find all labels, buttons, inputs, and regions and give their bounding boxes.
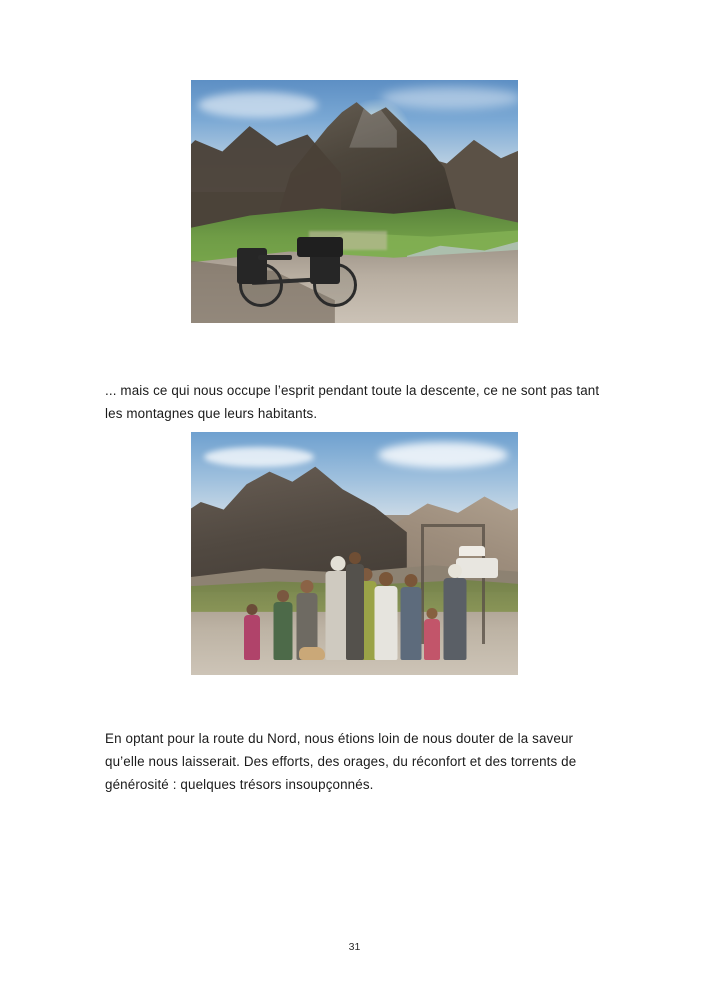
person-body <box>375 586 398 660</box>
person-body <box>346 564 364 660</box>
person-head <box>300 580 313 593</box>
person-head <box>247 604 258 615</box>
bicycle-rear-bag <box>297 237 343 257</box>
body-paragraph-1: ... mais ce qui nous occupe l’esprit pendant toute la descente, ce ne sont pas tant les montagnes que leurs habitants. <box>105 383 600 422</box>
figure-village-children-group <box>191 432 518 675</box>
person-body <box>424 619 440 660</box>
figure-mountain-road-bicycle <box>191 80 518 323</box>
person-head <box>277 590 289 602</box>
cloud-shape <box>198 92 318 118</box>
person-body <box>401 587 422 660</box>
person-head <box>379 572 393 586</box>
bicycle-pannier <box>237 248 267 284</box>
person-head <box>426 608 437 619</box>
person-figure <box>443 564 467 660</box>
person-head <box>448 564 462 578</box>
person-figure <box>423 608 440 660</box>
touring-bicycle <box>237 216 368 308</box>
cloud-shape <box>204 447 314 467</box>
person-figure <box>273 590 293 660</box>
person-figure <box>345 552 365 660</box>
person-head <box>405 574 418 587</box>
person-figure <box>374 572 398 660</box>
person-body <box>443 578 466 660</box>
bicycle-handlebar <box>258 255 292 260</box>
person-head <box>349 552 361 564</box>
body-paragraph-2: En optant pour la route du Nord, nous étions loin de nous douter de la saveur qu’elle nous laisserait. Des efforts, des orages, du réconfort et des torrents de générosité : quelques trésors insoupçonnés. <box>105 731 577 793</box>
parked-van-roof <box>459 546 485 556</box>
person-figure <box>400 574 422 660</box>
cloud-shape <box>378 442 508 468</box>
person-figure <box>243 604 261 660</box>
person-body <box>273 602 292 660</box>
person-head <box>331 556 346 571</box>
person-body <box>244 615 260 660</box>
dog-figure <box>299 647 325 660</box>
page-number: 31 <box>348 941 361 953</box>
